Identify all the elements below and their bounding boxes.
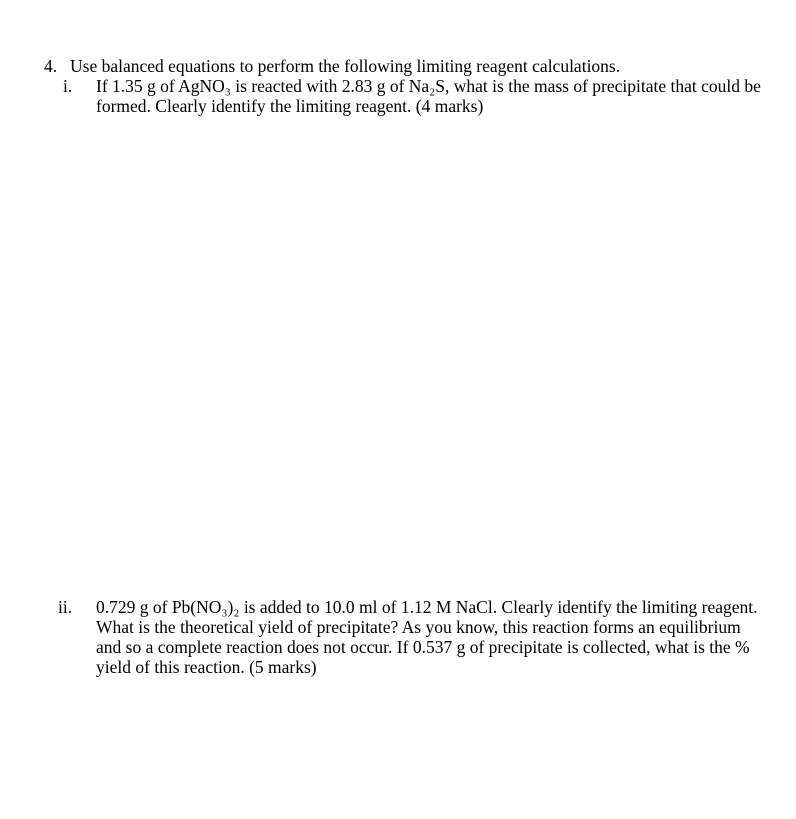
part-ii-label: ii. xyxy=(58,597,73,617)
answer-space-part-i xyxy=(96,120,786,580)
part-i-label: i. xyxy=(63,76,73,96)
question-stem: Use balanced equations to perform the following limiting reagent calculations. xyxy=(70,56,621,76)
part-ii-line: What is the theoretical yield of precipitate? As you know, this reaction forms an equilibrium xyxy=(96,617,741,637)
part-ii-text xyxy=(96,597,786,677)
part-i-line: If 1.35 g of AgNO₃ is reacted with 2.83 g of Na₂S, what is the mass of precipitate that could be xyxy=(96,76,761,96)
part-i-line: formed. Clearly identify the limiting reagent. (4 marks) xyxy=(96,96,484,116)
part-ii-line: yield of this reaction. (5 marks) xyxy=(96,657,317,677)
part-ii-line: 0.729 g of Pb(NO₃)₂ is added to 10.0 ml of 1.12 M NaCl. Clearly identify the limiting reagent. xyxy=(96,597,758,617)
part-ii-line: and so a complete reaction does not occur. If 0.537 g of precipitate is collected, what is the % xyxy=(96,637,750,657)
question-number: 4. xyxy=(44,56,58,76)
answer-space-part-ii xyxy=(96,680,786,810)
part-i-text xyxy=(96,76,786,116)
